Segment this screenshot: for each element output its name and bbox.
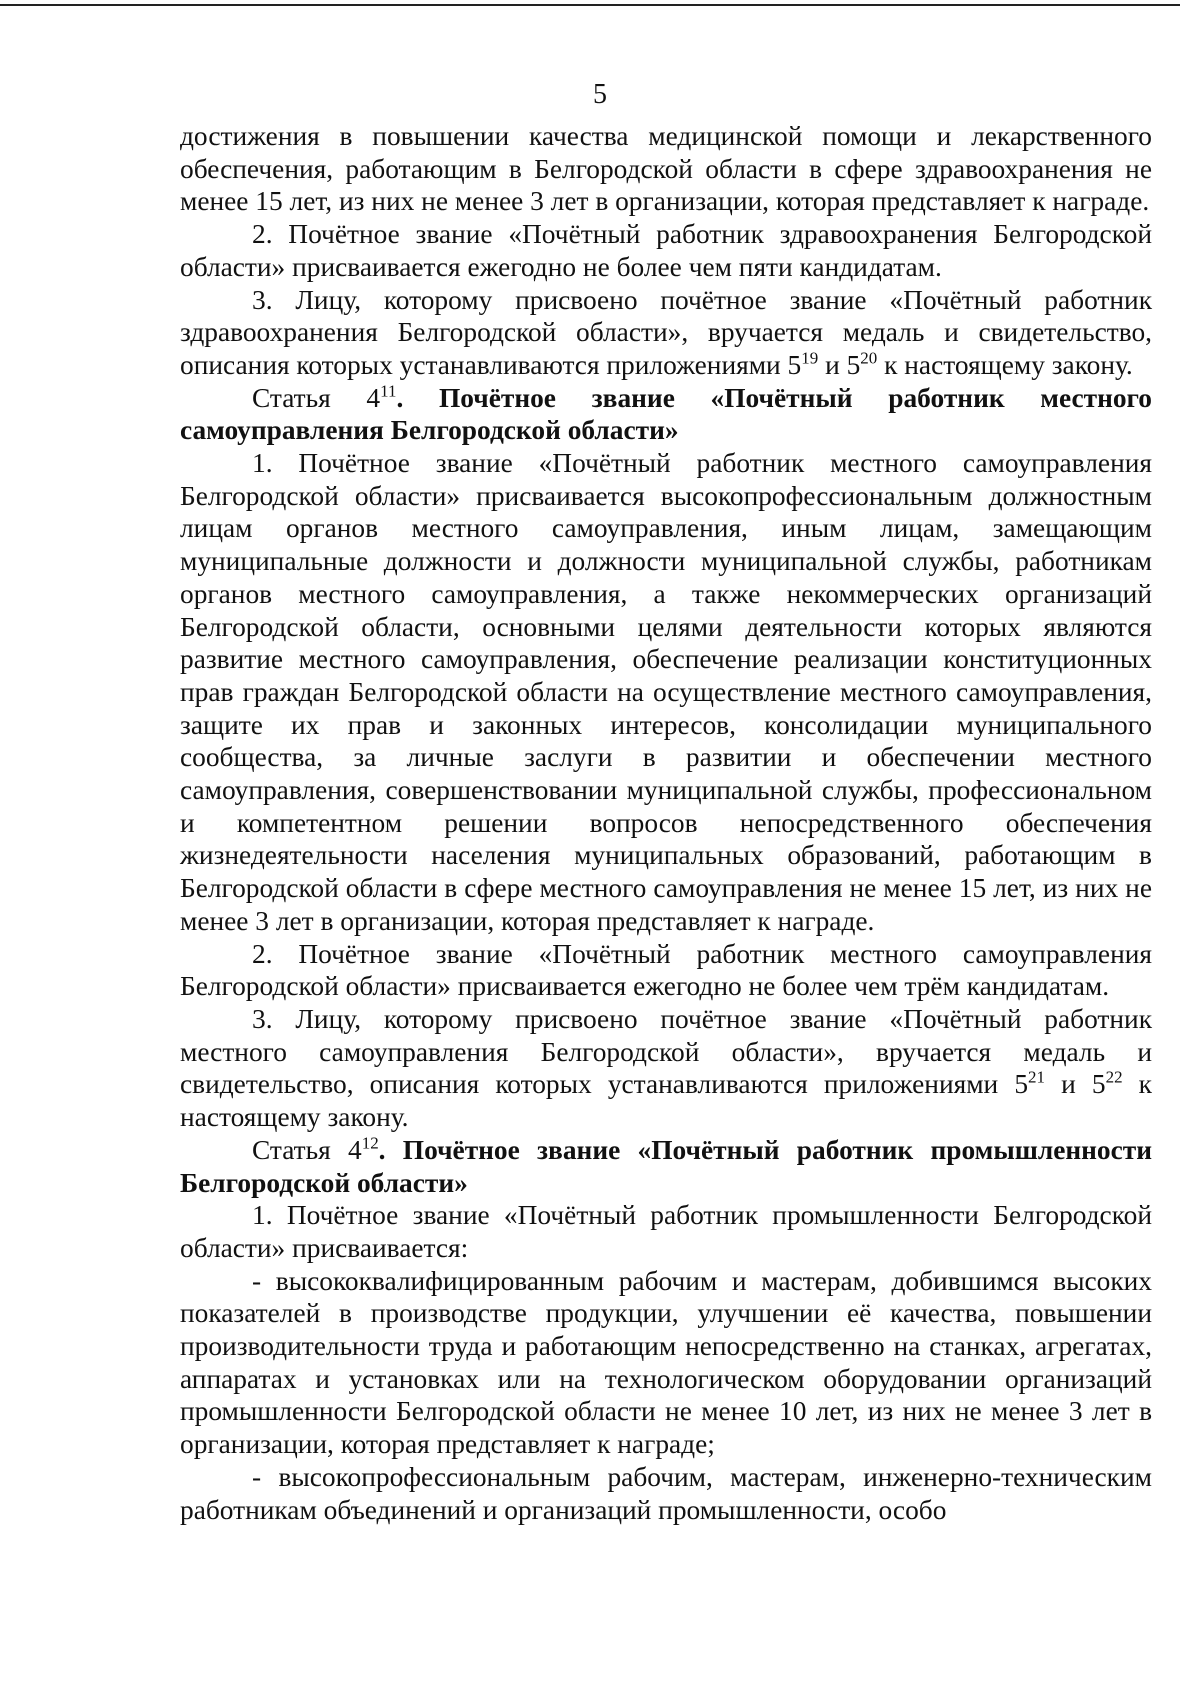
article-4-11-clause-3 — [180, 1003, 1152, 1134]
health-clause-3-and: и 5 — [818, 349, 861, 380]
appendix-ref-sup: 20 — [860, 348, 878, 368]
appendix-ref-sup: 19 — [801, 348, 819, 368]
article-title: . Почётное звание «Почётный работник местного самоуправления Белгородской области» — [180, 382, 1152, 446]
document-body — [180, 120, 1152, 1526]
article-4-11-clause-1: 1. Почётное звание «Почётный работник местного самоуправления Белгородской области» присваивается высокопрофессиональным должностным лицам органов местного самоуправления, иным лицам, замещающим муниципальные должности и должности муниципальной службы, работникам органов местного самоуправления, а также некоммерческих организаций Белгородской области, основными целями деятельности которых являются развитие местного самоуправления, обеспечение реализации конституционных прав граждан Белгородской области на осуществление местного самоуправления, защите их прав и законных интересов, консолидации муниципального сообщества, за личные заслуги в развитии и обеспечении местного самоуправления, совершенствовании муниципальной службы, профессиональном и компетентном решении вопросов непосредственного обеспечения жизнедеятельности населения муниципальных образований, работающим в Белгородской области в сфере местного самоуправления не менее 15 лет, из них не менее 3 лет в организации, которая представляет к награде. — [180, 448, 1152, 936]
article-4-12-bullet-2: - высокопрофессиональным рабочим, мастерам, инженерно-техническим работникам объединений и организаций промышленности, особо — [180, 1461, 1152, 1525]
article-4-12-heading — [180, 1134, 1152, 1199]
continuation-paragraph: достижения в повышении качества медицинской помощи и лекарственного обеспечения, работающим в Белгородской области в сфере здравоохранения не менее 15 лет, из них не менее 3 лет в организации, которая представляет к награде. — [180, 121, 1152, 217]
article-title: . Почётное звание «Почётный работник промышленности Белгородской области» — [180, 1134, 1153, 1198]
article-number-sup: 11 — [380, 381, 397, 401]
article-4-11-clause-3-end: к настоящему закону. — [180, 1069, 1152, 1133]
health-clause-3-end: к настоящему закону. — [877, 349, 1133, 380]
article-lead: Статья 4 — [252, 382, 381, 413]
appendix-ref-sup: 21 — [1028, 1067, 1045, 1087]
article-4-12-clause-1: 1. Почётное звание «Почётный работник промышленности Белгородской области» присваивается: — [180, 1200, 1152, 1263]
article-4-12-bullet-1: - высококвалифицированным рабочим и мастерам, добившимся высоких показателей в производстве продукции, улучшении её качества, повышении производительности труда и работающим непосредственно на станках, агрегатах, аппаратах и установках или на технологическом оборудовании организаций промышленности Белгородской области не менее 10 лет, из них не менее 3 лет в организации, которая представляет к награде; — [180, 1265, 1152, 1460]
appendix-ref-sup: 22 — [1105, 1067, 1123, 1087]
article-number-sup: 12 — [361, 1133, 379, 1153]
health-clause-3-text: 3. Лицу, которому присвоено почётное звание «Почётный работник здравоохранения Белгородской области», вручается медаль и свидетельство, описания которых устанавливаются приложениями 5 — [180, 284, 1152, 380]
article-lead: Статья 4 — [252, 1134, 362, 1165]
health-clause-2: 2. Почётное звание «Почётный работник здравоохранения Белгородской области» присваивается ежегодно не более чем пяти кандидатам. — [180, 219, 1152, 282]
article-4-11-clause-3-and: и 5 — [1044, 1069, 1106, 1100]
health-clause-3 — [180, 284, 1152, 382]
top-rule — [0, 4, 1180, 6]
article-4-11-clause-3-text: 3. Лицу, которому присвоено почётное звание «Почётный работник местного самоуправления Белгородской области», вручается медаль и свидетельство, описания которых устанавливаются приложениями 5 — [180, 1003, 1152, 1100]
page-number: 5 — [593, 79, 607, 110]
article-4-11-heading — [180, 382, 1152, 447]
article-4-11-clause-2: 2. Почётное звание «Почётный работник местного самоуправления Белгородской области» присваивается ежегодно не более чем трём кандидатам. — [180, 938, 1152, 1002]
